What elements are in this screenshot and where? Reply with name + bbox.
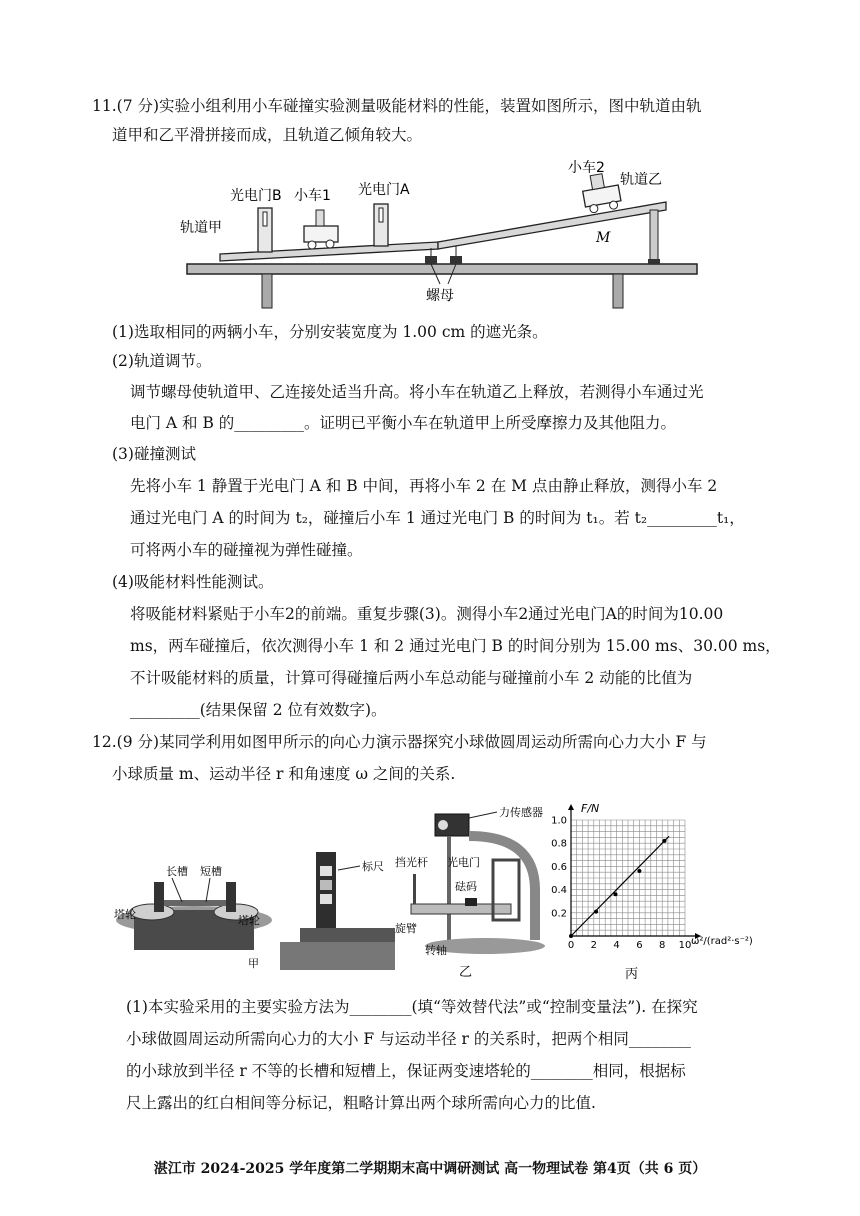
q12-s1-line2: 小球做圆周运动所需向心力的大小 F 与运动半径 r 的关系时，把两个相同________ bbox=[126, 1030, 691, 1048]
fit-line bbox=[571, 836, 669, 936]
q12-line1: 12.(9 分)某同学利用如图甲所示的向心力演示器探究小球做圆周运动所需向心力大小 F 与 bbox=[92, 733, 707, 751]
y-tick-label: 0.6 bbox=[551, 861, 567, 873]
q12-line2: 小球质量 m、运动半径 r 和角速度 ω 之间的关系. bbox=[112, 765, 456, 783]
x-tick-label: 0 bbox=[567, 940, 575, 951]
chart-xlabel: ω²/(rad²·s⁻²) bbox=[691, 936, 753, 947]
rotating-arm bbox=[411, 904, 511, 914]
q11-s1: (1)选取相同的两辆小车，分别安装宽度为 1.00 cm 的遮光条。 bbox=[112, 323, 548, 341]
weight bbox=[465, 898, 477, 906]
q11-s3-line2: 通过光电门 A 的时间为 t₂，碰撞后小车 1 通过光电门 B 的时间为 t₁。若 t₂_________t₁， bbox=[130, 509, 745, 527]
label-track-yi: 轨道乙 bbox=[620, 172, 662, 188]
data-point bbox=[613, 892, 617, 896]
x-tick-label: 6 bbox=[636, 940, 643, 951]
page-footer: 湛江市 2024-2025 学年度第二学期期末高中调研测试 高一物理试卷 第4页（共 6 页） bbox=[153, 1161, 707, 1177]
q11-s4-title: (4)吸能材料性能测试。 bbox=[112, 573, 274, 591]
rotation-shaft bbox=[447, 836, 451, 940]
fig-jia-photo1 bbox=[114, 820, 274, 970]
table-leg-right bbox=[613, 274, 623, 308]
x-tick-label: 8 bbox=[659, 940, 666, 951]
q11-s3-title: (3)碰撞测试 bbox=[112, 445, 196, 463]
label-gate-b: 光电门B bbox=[230, 188, 282, 204]
label-ruler: 标尺 bbox=[362, 860, 384, 873]
q11-s4-line4: _________(结果保留 2 位有效数字)。 bbox=[130, 701, 387, 719]
label-gate-a: 光电门A bbox=[358, 182, 410, 198]
data-point bbox=[569, 934, 573, 938]
car1 bbox=[304, 210, 338, 249]
caption-jia: 甲 bbox=[248, 957, 259, 970]
track-yi bbox=[438, 202, 666, 249]
nut-left bbox=[425, 256, 437, 264]
label-car1: 小车1 bbox=[294, 188, 331, 204]
label-axis: 转轴 bbox=[425, 944, 447, 957]
q11-s4-line1: 将吸能材料紧贴于小车2的前端。重复步骤(3)。测得小车2通过光电门A的时间为10.00 bbox=[130, 605, 724, 623]
q11-line2: 道甲和乙平滑拼接而成，且轨道乙倾角较大。 bbox=[112, 126, 423, 144]
light-bar bbox=[413, 874, 416, 904]
y-tick-label: 1.0 bbox=[551, 815, 567, 827]
label-track-jia: 轨道甲 bbox=[180, 220, 222, 236]
x-tick-label: 2 bbox=[590, 940, 597, 951]
label-photo-gate: 光电门 bbox=[447, 856, 480, 869]
q11-line1: 11.(7 分)实验小组利用小车碰撞实验测量吸能材料的性能，装置如图所示，图中轨道由轨 bbox=[92, 97, 702, 115]
label-short-groove: 短槽 bbox=[200, 865, 222, 878]
data-point bbox=[637, 869, 641, 873]
caption-yi: 乙 bbox=[459, 965, 473, 980]
table-leg-left bbox=[262, 274, 272, 308]
table-top bbox=[187, 264, 697, 274]
q11-s3-line1: 先将小车 1 静置于光电门 A 和 B 中间，再将小车 2 在 M 点由静止释放，测得小车 2 bbox=[130, 477, 718, 495]
nut-right bbox=[450, 256, 462, 264]
fig-yi-apparatus bbox=[395, 800, 555, 980]
q11-s2-title: (2)轨道调节。 bbox=[112, 352, 212, 370]
q11-s4-line2: ms，两车碰撞后，依次测得小车 1 和 2 通过光电门 B 的时间分别为 15.00 ms、30.00 ms， bbox=[130, 637, 781, 655]
fig-bing-chart bbox=[545, 798, 775, 983]
label-wheel-left: 塔轮 bbox=[114, 908, 136, 921]
x-tick-label: 4 bbox=[613, 940, 620, 951]
x-tick-label: 10 bbox=[678, 940, 692, 951]
label-force-sensor: 力传感器 bbox=[499, 806, 543, 819]
label-light-bar: 挡光杆 bbox=[395, 856, 428, 869]
data-point bbox=[662, 839, 666, 843]
label-arm: 旋臂 bbox=[395, 922, 417, 935]
label-car2: 小车2 bbox=[568, 160, 605, 176]
y-tick-label: 0.4 bbox=[551, 885, 567, 897]
label-long-groove: 长槽 bbox=[166, 865, 188, 878]
label-wheel-right: 塔轮 bbox=[238, 914, 260, 927]
y-axis-arrow bbox=[568, 804, 574, 810]
y-tick-label: 0.2 bbox=[551, 908, 567, 920]
q11-s4-line3: 不计吸能材料的质量，计算可得碰撞后两小车总动能与碰撞前小车 2 动能的比值为 bbox=[130, 669, 693, 687]
chart-marks bbox=[569, 836, 669, 938]
q11-track-figure bbox=[170, 152, 710, 312]
q12-s1-line1: (1)本实验采用的主要实验方法为________(填“等效替代法”或“控制变量法”). 在探究 bbox=[126, 998, 698, 1016]
label-m: M bbox=[596, 230, 611, 246]
track-support bbox=[650, 210, 658, 264]
caption-bing: 丙 bbox=[625, 967, 639, 982]
chart-ylabel: F/N bbox=[581, 802, 600, 815]
q11-s2-line2: 电门 A 和 B 的_________。证明已平衡小车在轨道甲上所受摩擦力及其他阻力。 bbox=[130, 414, 677, 432]
q11-s3-line3: 可将两小车的碰撞视为弹性碰撞。 bbox=[130, 541, 363, 559]
car2 bbox=[580, 171, 622, 214]
q11-s2-line1: 调节螺母使轨道甲、乙连接处适当升高。将小车在轨道乙上释放，若测得小车通过光 bbox=[130, 383, 704, 401]
chart-ticks bbox=[551, 816, 691, 952]
tower-wheel-left bbox=[130, 904, 174, 920]
q12-s1-line3: 的小球放到半径 r 不等的长槽和短槽上，保证两变速塔轮的________相同，根据标 bbox=[126, 1062, 686, 1080]
label-weight: 砝码 bbox=[455, 880, 477, 893]
data-point bbox=[594, 910, 598, 914]
q12-s1-line4: 尺上露出的红白相间等分标记，粗略计算出两个球所需向心力的比值. bbox=[126, 1094, 596, 1112]
label-nut: 螺母 bbox=[426, 288, 454, 304]
y-tick-label: 0.8 bbox=[551, 838, 567, 850]
